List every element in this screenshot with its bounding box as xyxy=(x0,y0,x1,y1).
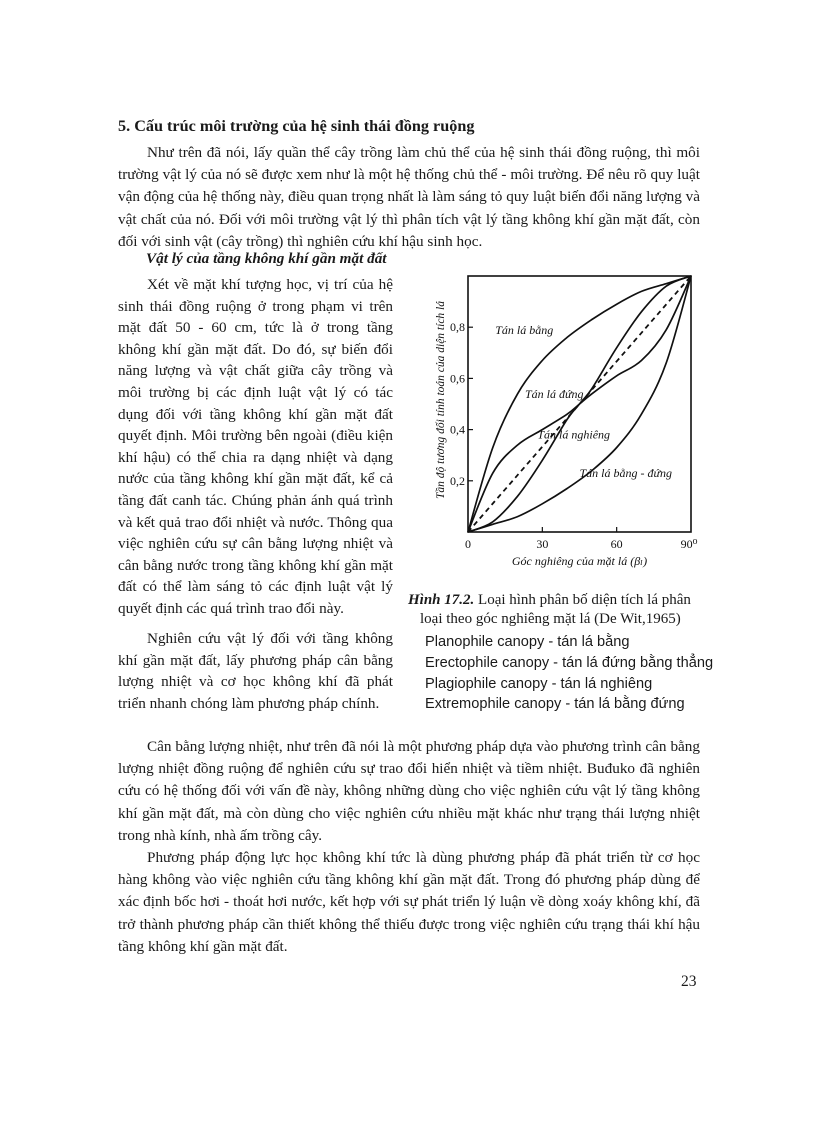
caption-line-1: Loại hình phân bố diện tích lá phân xyxy=(478,592,691,608)
leaf-angle-figure xyxy=(408,268,708,593)
x-tick-label: 30 xyxy=(536,537,549,551)
series-label: Tán lá bằng xyxy=(495,322,554,337)
x-axis-label: Góc nghiêng của mặt lá (βₗ) xyxy=(511,554,648,568)
legend-item-extremophile: Extremophile canopy - tán lá bằng đứng xyxy=(425,696,685,713)
legend-item-planophile: Planophile canopy - tán lá bằng xyxy=(425,634,630,650)
paragraph-research-methods: Nghiên cứu vật lý đối với tầng không khí gần mặt đất, lấy phương pháp cân bằng lượng nhiệt và cơ học không khí đã phát triển nhanh chóng làm phương pháp chính. xyxy=(118,630,393,712)
series-label: Tán lá nghiêng xyxy=(537,427,611,442)
series-label: Tán lá bằng - đứng xyxy=(579,466,673,481)
paragraph-meteorology: Xét về mặt khí tượng học, vị trí của hệ sinh thái đồng ruộng ở trong phạm vi trên mặt đất 50 - 60 cm, tức là ở trong tầng không khí gần mặt đất. Do đó, sự biến đổi năng lượng và vật chất giữa cây trồng và môi trường bị các định luật vật lý có tác dụng đối với tầng không khí gần mặt đất quyết định. Môi trường bên ngoài (điều kiện khí hậu) có thể chia ra dạng nhiệt và dạng nước của tầng không khí gần mặt đất, kể cả tầng đất canh tác. Chúng phản ánh quá trình và kết quả trao đổi nhiệt và nước. Thông qua việc nghiên cứu sự cân bằng lượng nhiệt và cân bằng nước trong tầng không khí gần mặt đất có thể làm sáng tỏ các định luật vật lý quyết định các quá trình trao đổi này. xyxy=(118,276,393,617)
paragraph-aerodynamics: Phương pháp động lực học không khí tức là dùng phương pháp đã phát triển từ cơ học hàng không vào việc nghiên cứu tầng không khí gần mặt đất. Trong đó phương pháp dùng để xác định bốc hơi - thoát hơi nước, kết hợp với sự phát triển lý luận về dòng xoáy không khí, đã trở thành phương pháp cần thiết không thể thiếu được trong việc nghiên cứu trạng thái khí hậu tầng không khí gần mặt đất. xyxy=(118,849,700,955)
y-axis-label: Tần độ tương đối tính toán của diện tích lá xyxy=(435,301,447,499)
y-tick-label: 0,4 xyxy=(450,422,465,437)
figure-label: Hình 17.2. xyxy=(408,592,475,608)
caption-line-2: loại theo góc nghiêng mặt lá (De Wit,1965) xyxy=(420,611,681,627)
legend-item-erectophile: Erectophile canopy - tán lá đứng bằng thẳng xyxy=(425,654,714,671)
y-tick-label: 0,2 xyxy=(450,473,465,488)
section-heading: 5. Cấu trúc môi trường của hệ sinh thái đồng ruộng xyxy=(118,117,475,135)
figure-caption xyxy=(408,591,700,629)
paragraph-heat-balance: Cân bằng lượng nhiệt, như trên đã nói là một phương pháp dựa vào phương trình cân bằng lượng nhiệt đồng ruộng để nghiên cứu sự trao đổi hiển nhiệt và tiềm nhiệt. Buđuko đã nghiên cứu có hệ thống đối với vấn đề này, không những dùng cho việc nghiên cứu vật lý tầng không khí gần mặt đất, mà còn dùng cho việc nghiên cứu nhiều mặt khác như trạng thái lượng nhiệt trong nhà kính, nhà ấm trồng cây. xyxy=(118,738,700,844)
y-tick-label: 0,8 xyxy=(450,320,465,335)
page-number: 23 xyxy=(681,973,697,990)
x-tick-label: 90⁰ xyxy=(680,537,698,551)
legend-item-plagiophile: Plagiophile canopy - tán lá nghiêng xyxy=(425,675,653,692)
intro-paragraph: Như trên đã nói, lấy quần thể cây trồng làm chủ thể của hệ sinh thái đồng ruộng, thì môi trường vật lý của nó sẽ được xem như là một hệ thống chủ thể - môi trường. Để nêu rõ quy luật vận động của hệ thống này, điều quan trọng nhất là làm sáng tỏ quy luật biến đổi năng lượng và vật chất của nó. Đối với môi trường vật lý thì phân tích vật lý tầng không khí gần mặt đất, còn đối với sinh vật (cây trồng) thì nghiên cứu khí hậu sinh học. xyxy=(118,144,700,250)
series-label: Tán lá đứng xyxy=(524,386,584,401)
x-tick-label: 0 xyxy=(465,537,471,551)
y-tick-label: 0,6 xyxy=(450,371,465,386)
subsection-heading: Vật lý của tầng không khí gần mặt đất xyxy=(146,250,387,267)
leaf-angle-chart xyxy=(408,268,708,593)
canopy-legend xyxy=(425,632,714,715)
x-tick-label: 60 xyxy=(610,537,623,551)
